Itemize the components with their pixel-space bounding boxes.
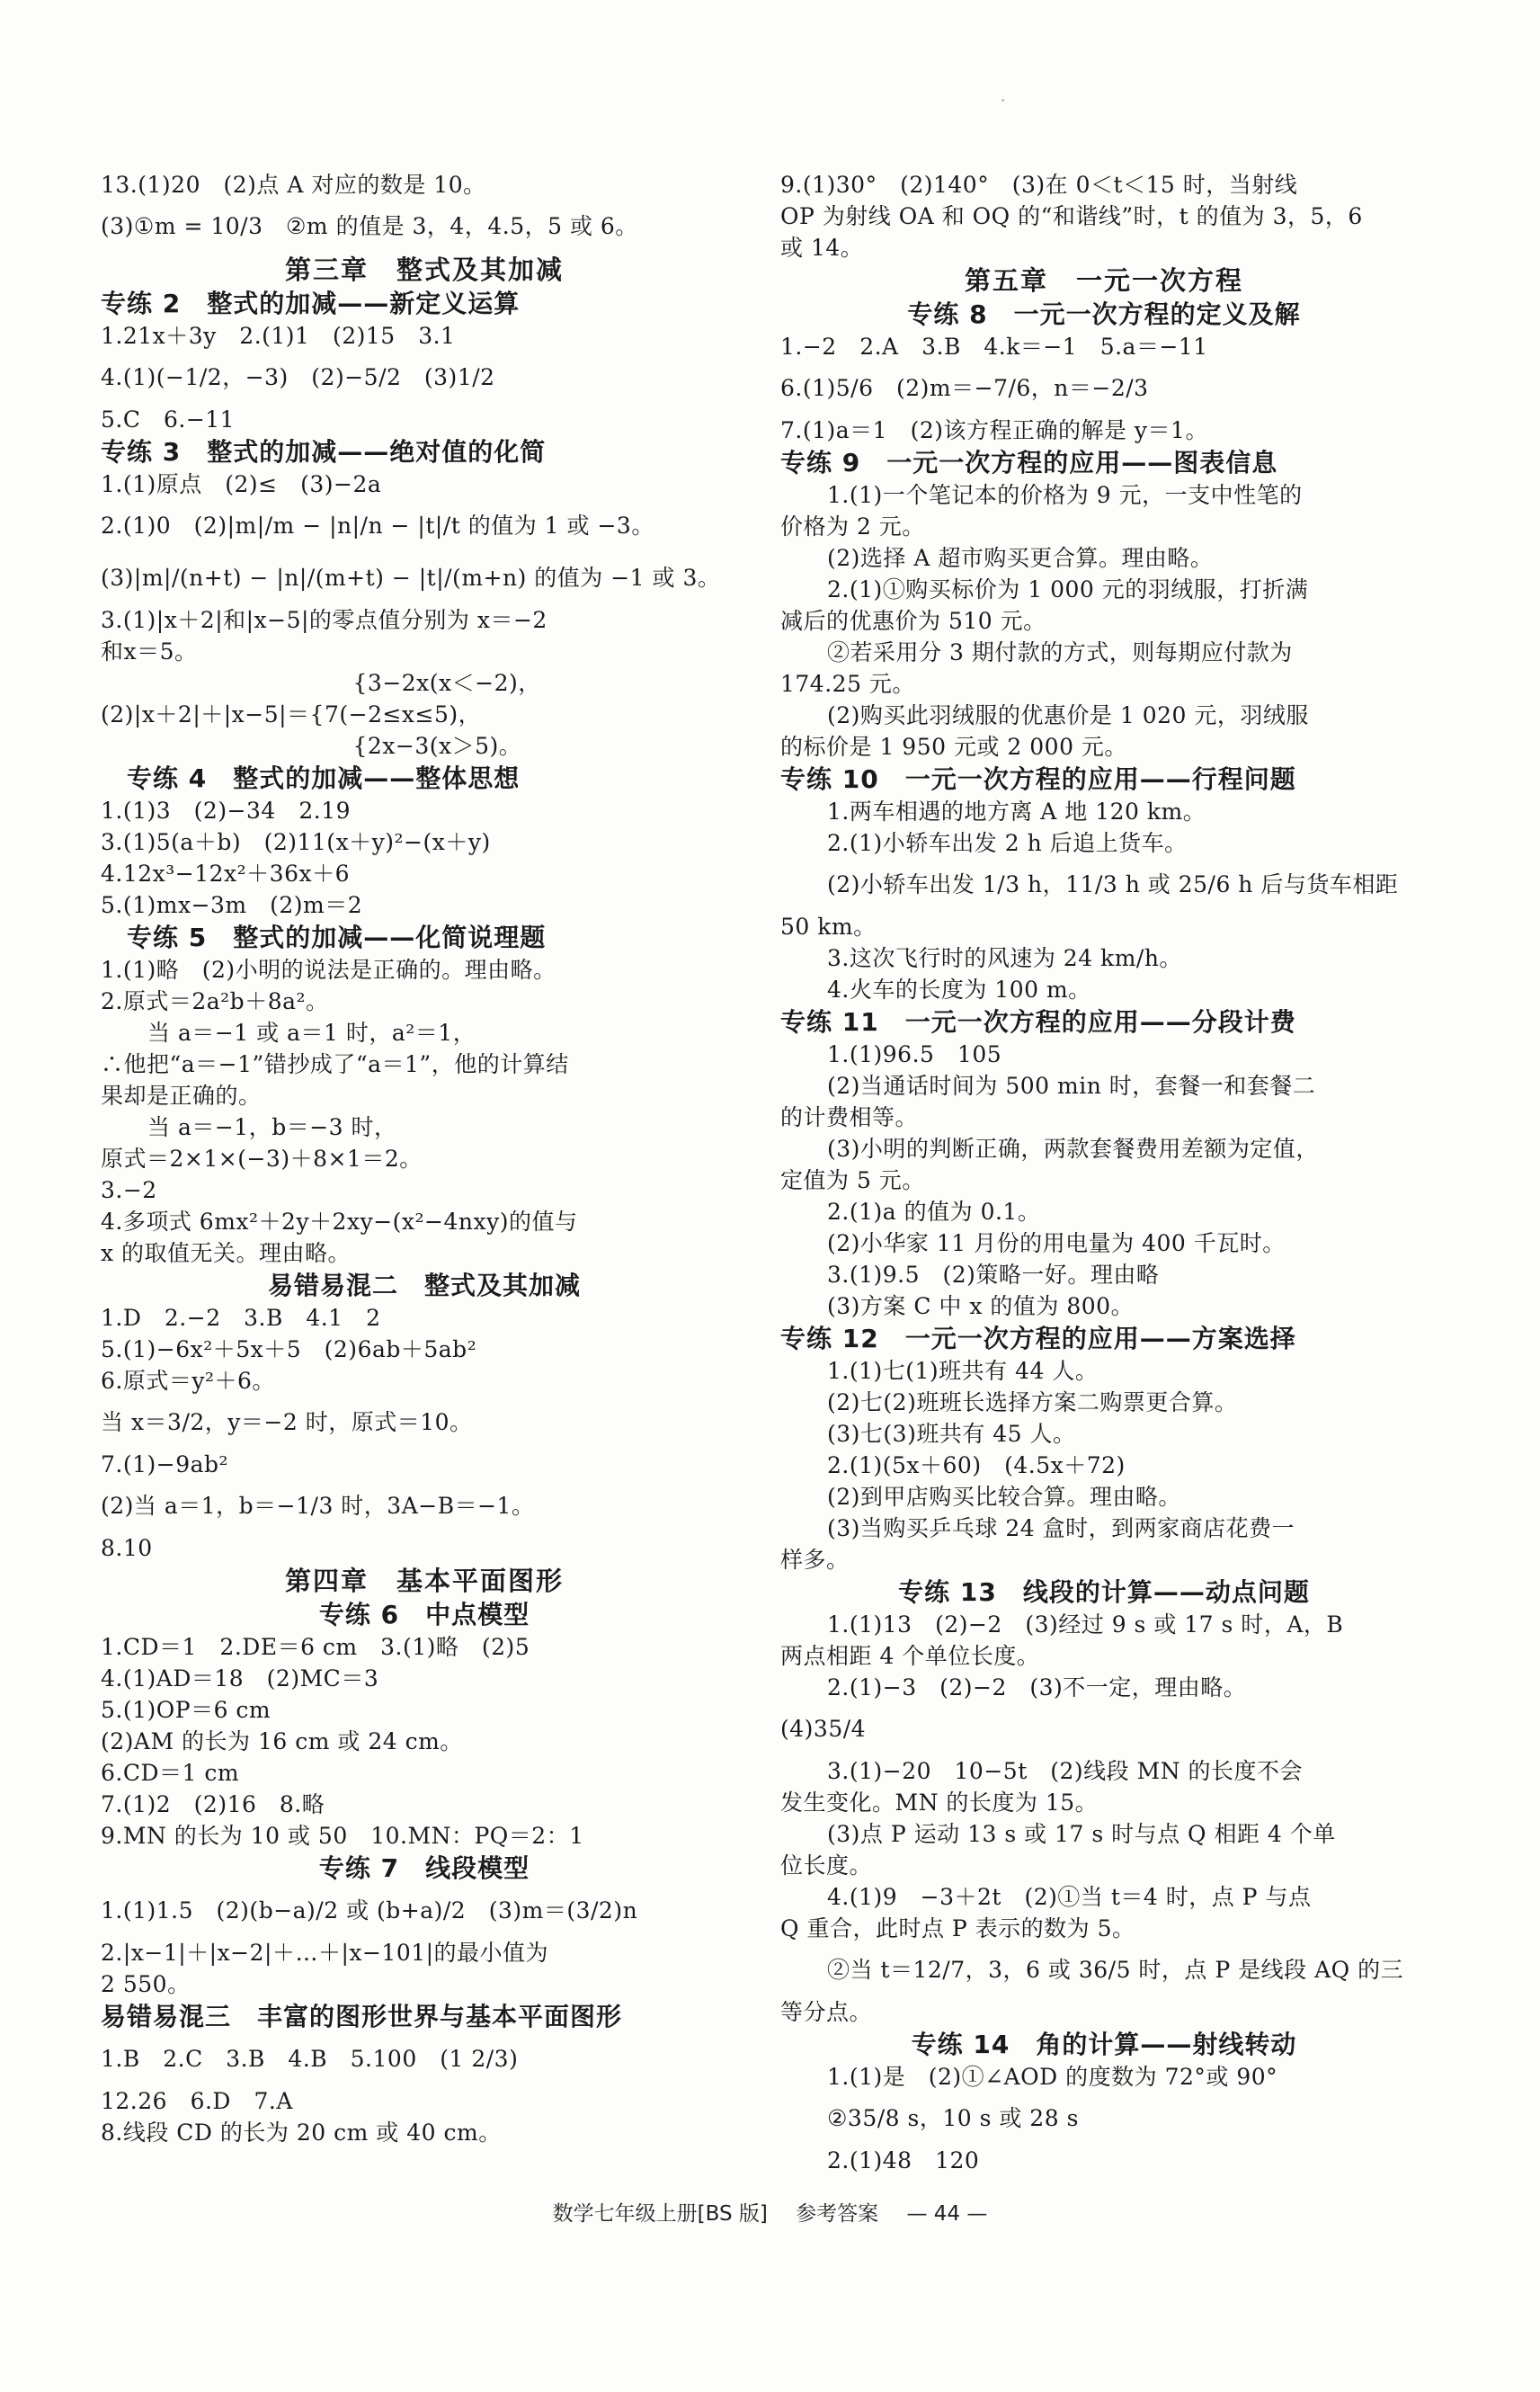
answer-line: 6.原式＝y²＋6。 <box>101 1368 275 1394</box>
answer-line: 2.(1)48 120 <box>827 2147 980 2173</box>
answer-line: ②35/8 s，10 s 或 28 s <box>827 2105 1079 2131</box>
answer-line: 5.(1)OP＝6 cm <box>101 1697 272 1723</box>
answer-line: 9.MN 的长为 10 或 50 10.MN：PQ＝2：1 <box>101 1823 584 1849</box>
answer-line: (3)小明的判断正确，两款套餐费用差额为定值， <box>827 1136 1319 1162</box>
answer-line: 的计费相等。 <box>780 1104 919 1130</box>
answer-line: 2.原式＝2a²b＋8a²。 <box>101 988 329 1014</box>
answer-line: 样多。 <box>780 1547 850 1573</box>
answer-line: 50 km。 <box>780 914 877 940</box>
answer-line: (2)小轿车出发 1/3 h，11/3 h 或 25/6 h 后与货车相距 <box>827 871 1399 897</box>
left-column <box>101 169 748 2148</box>
answer-line: (3)①m = 10/3 ②m 的值是 3，4，4.5，5 或 6。 <box>101 213 638 239</box>
page-number: — 44 — <box>906 2202 988 2226</box>
answer-line: ②若采用分 3 期付款的方式，则每期应付款为 <box>827 639 1293 665</box>
answer-line: (3)点 P 运动 13 s 或 17 s 时与点 Q 相距 4 个单 <box>827 1821 1336 1847</box>
answer-line: (2)选择 A 超市购买更合算。理由略。 <box>827 545 1214 571</box>
answer-line: 1.(1)是 (2)①∠AOD 的度数为 72°或 90° <box>827 2064 1278 2090</box>
answer-line: 1.(1)96.5 105 <box>827 1041 1002 1067</box>
right-column <box>780 169 1428 2176</box>
answer-line: 1.两车相遇的地方离 A 地 120 km。 <box>827 799 1206 825</box>
answer-line: 2.|x−1|＋|x−2|＋…＋|x−101|的最小值为 <box>101 1940 549 1966</box>
answer-line: 4.(1)9 −3＋2t (2)①当 t＝4 时，点 P 与点 <box>827 1884 1312 1910</box>
scan-speck <box>1001 99 1004 102</box>
answer-line: 或 14。 <box>780 235 864 261</box>
answer-line: 7.(1)a＝1 (2)该方程正确的解是 y＝1。 <box>780 417 1208 443</box>
answer-line: 1.CD＝1 2.DE＝6 cm 3.(1)略 (2)5 <box>101 1634 530 1660</box>
answer-line: 3.(1)|x＋2|和|x−5|的零点值分别为 x＝−2 <box>101 607 547 633</box>
answer-line: 7.(1)2 (2)16 8.略 <box>101 1791 325 1817</box>
answer-line: (2)到甲店购买比较合算。理由略。 <box>827 1484 1181 1510</box>
page-footer <box>0 2197 1540 2227</box>
answer-line: 7.(1)−9ab² <box>101 1451 229 1477</box>
section-heading: 专练 13 线段的计算——动点问题 <box>898 1577 1310 1607</box>
answer-line: 1.(1)13 (2)−2 (3)经过 9 s 或 17 s 时，A，B <box>827 1611 1344 1638</box>
answer-line: (3)七(3)班共有 45 人。 <box>827 1421 1076 1447</box>
answer-line: 174.25 元。 <box>780 671 915 697</box>
answer-line: ②当 t＝12/7，3，6 或 36/5 时，点 P 是线段 AQ 的三 <box>827 1957 1404 1983</box>
answer-line: (3)|m|/(n+t) − |n|/(m+t) − |t|/(m+n) 的值为 −1 或 3。 <box>101 565 721 591</box>
answer-line: 原式＝2×1×(−3)＋8×1＝2。 <box>101 1146 423 1172</box>
answer-line: 13.(1)20 (2)点 A 对应的数是 10。 <box>101 172 486 198</box>
answer-line: 2.(1)0 (2)|m|/m − |n|/n − |t|/t 的值为 1 或 −3。 <box>101 513 654 539</box>
section-heading: 专练 5 整式的加减——化简说理题 <box>101 923 547 952</box>
section-heading: 专练 6 中点模型 <box>318 1600 530 1629</box>
answer-line: 2.(1)a 的值为 0.1。 <box>827 1199 1041 1225</box>
answer-line: 3.−2 <box>101 1177 157 1203</box>
answer-line: x 的取值无关。理由略。 <box>101 1240 352 1266</box>
answer-line: 2 550。 <box>101 1971 191 1997</box>
answer-line: 1.(1)原点 (2)≤ (3)−2a <box>101 471 382 497</box>
answer-line: ∴他把“a＝−1”错抄成了“a＝1”，他的计算结 <box>101 1051 569 1077</box>
chapter-heading: 第四章 基本平面图形 <box>284 1566 564 1596</box>
section-heading: 专练 12 一元一次方程的应用——方案选择 <box>780 1324 1296 1353</box>
answer-line: Q 重合，此时点 P 表示的数为 5。 <box>780 1915 1135 1941</box>
section-heading: 专练 2 整式的加减——新定义运算 <box>101 289 521 318</box>
answer-line: 位长度。 <box>780 1852 873 1879</box>
answer-line: 2.(1)(5x＋60) (4.5x＋72) <box>827 1452 1126 1478</box>
answer-line: 5.C 6.−11 <box>101 406 236 433</box>
answer-line: (3)当购买乒乓球 24 盒时，到两家商店花费一 <box>827 1515 1295 1541</box>
answer-line: 1.D 2.−2 3.B 4.1 2 <box>101 1305 381 1331</box>
section-heading: 专练 10 一元一次方程的应用——行程问题 <box>780 764 1296 794</box>
answer-line: (2)AM 的长为 16 cm 或 24 cm。 <box>101 1728 463 1754</box>
answer-line: 1.−2 2.A 3.B 4.k＝−1 5.a＝−11 <box>780 334 1208 360</box>
answer-line: 3.这次飞行时的风速为 24 km/h。 <box>827 945 1182 971</box>
answer-line: 5.(1)mx−3m (2)m＝2 <box>101 892 363 918</box>
answer-line: 等分点。 <box>780 1999 873 2025</box>
section-heading: 专练 14 角的计算——射线转动 <box>911 2030 1297 2059</box>
answer-line: 9.(1)30° (2)140° (3)在 0＜t＜15 时，当射线 <box>780 172 1298 198</box>
answer-line: 1.(1)一个笔记本的价格为 9 元，一支中性笔的 <box>827 482 1303 508</box>
answer-line: 1.B 2.C 3.B 4.B 5.100 (1 2/3) <box>101 2046 519 2072</box>
answer-line: 1.(1)3 (2)−34 2.19 <box>101 798 352 824</box>
answer-line: 1.(1)七(1)班共有 44 人。 <box>827 1358 1099 1384</box>
section-heading: 专练 11 一元一次方程的应用——分段计费 <box>780 1007 1296 1037</box>
chapter-heading: 第三章 整式及其加减 <box>284 254 564 285</box>
answer-line: 果却是正确的。 <box>101 1083 262 1109</box>
answer-line: 当 a＝−1 或 a＝1 时，a²＝1， <box>147 1020 476 1046</box>
answer-line: 发生变化。MN 的长度为 15。 <box>780 1790 1099 1816</box>
answer-line: 4.多项式 6mx²＋2y＋2xy−(x²−4nxy)的值与 <box>101 1209 578 1235</box>
answer-line: 价格为 2 元。 <box>780 513 925 540</box>
answer-line: 两点相距 4 个单位长度。 <box>780 1643 1040 1669</box>
answer-line: 8.10 <box>101 1535 153 1561</box>
answer-line: 12.26 6.D 7.A <box>101 2088 293 2114</box>
answer-line: 的标价是 1 950 元或 2 000 元。 <box>780 734 1127 760</box>
footer-section: 参考答案 <box>796 2202 879 2226</box>
section-heading: 易错易混二 整式及其加减 <box>267 1271 581 1300</box>
answer-line: (2)七(2)班班长选择方案二购票更合算。 <box>827 1389 1238 1415</box>
answer-line: 当 a＝−1，b＝−3 时， <box>147 1114 397 1140</box>
section-heading: 专练 9 一元一次方程的应用——图表信息 <box>780 448 1278 478</box>
answer-line: 1.21x＋3y 2.(1)1 (2)15 3.1 <box>101 323 456 349</box>
chapter-heading: 第五章 一元一次方程 <box>964 265 1243 296</box>
answer-line: 3.(1)5(a＋b) (2)11(x＋y)²−(x＋y) <box>101 829 491 855</box>
answer-line: 和x＝5。 <box>101 638 198 665</box>
answer-line: 减后的优惠价为 510 元。 <box>780 608 1046 634</box>
answer-line: (2)|x＋2|＋|x−5|＝{7(−2≤x≤5)， <box>101 701 482 727</box>
section-heading: 专练 8 一元一次方程的定义及解 <box>907 299 1301 329</box>
answer-line: {3−2x(x＜−2)， <box>101 670 541 696</box>
answer-line: 3.(1)9.5 (2)策略一好。理由略 <box>827 1262 1160 1288</box>
answer-line: 1.(1)1.5 (2)(b−a)/2 或 (b+a)/2 (3)m＝(3/2)n <box>101 1897 638 1923</box>
answer-line: 4.(1)AD＝18 (2)MC＝3 <box>101 1665 379 1691</box>
answer-line: 1.(1)略 (2)小明的说法是正确的。理由略。 <box>101 957 556 983</box>
answer-line: 2.(1)①购买标价为 1 000 元的羽绒服，打折满 <box>827 576 1309 602</box>
section-heading: 易错易混三 丰富的图形世界与基本平面图形 <box>101 2002 623 2031</box>
answer-line: (2)购买此羽绒服的优惠价是 1 020 元，羽绒服 <box>827 702 1309 728</box>
answer-line: 定值为 5 元。 <box>780 1167 925 1193</box>
answer-line: 4.火车的长度为 100 m。 <box>827 977 1091 1003</box>
answer-line: 2.(1)−3 (2)−2 (3)不一定，理由略。 <box>827 1674 1247 1700</box>
section-heading: 专练 4 整式的加减——整体思想 <box>101 763 521 793</box>
answer-line: (2)当通话时间为 500 min 时，套餐一和套餐二 <box>827 1073 1316 1099</box>
answer-line: 当 x＝3/2，y＝−2 时，原式＝10。 <box>101 1409 473 1435</box>
section-heading: 专练 3 整式的加减——绝对值的化简 <box>101 437 547 467</box>
answer-line: 6.CD＝1 cm <box>101 1760 240 1786</box>
answer-line: 8.线段 CD 的长为 20 cm 或 40 cm。 <box>101 2120 502 2146</box>
answer-line: 4.12x³−12x²＋36x＋6 <box>101 861 350 887</box>
answer-line: (2)小华家 11 月份的用电量为 400 千瓦时。 <box>827 1230 1286 1256</box>
answer-line: {2x−3(x＞5)。 <box>101 733 522 759</box>
footer-book-title: 数学七年级上册[BS 版] <box>552 2202 768 2226</box>
answer-line: 5.(1)−6x²＋5x＋5 (2)6ab＋5ab² <box>101 1336 477 1362</box>
answer-line: 3.(1)−20 10−5t (2)线段 MN 的长度不会 <box>827 1758 1304 1784</box>
answer-line: OP 为射线 OA 和 OQ 的“和谐线”时，t 的值为 3，5，6 <box>780 203 1363 229</box>
answer-line: 6.(1)5/6 (2)m＝−7/6，n＝−2/3 <box>780 375 1149 401</box>
answer-line: 4.(1)(−1/2，−3) (2)−5/2 (3)1/2 <box>101 364 495 390</box>
section-heading: 专练 7 线段模型 <box>318 1853 530 1883</box>
answer-line: (3)方案 C 中 x 的值为 800。 <box>827 1293 1135 1319</box>
answer-line: (2)当 a＝1，b＝−1/3 时，3A−B＝−1。 <box>101 1493 535 1519</box>
answer-line: (4)35/4 <box>780 1716 867 1742</box>
answer-line: 2.(1)小轿车出发 2 h 后追上货车。 <box>827 830 1188 856</box>
